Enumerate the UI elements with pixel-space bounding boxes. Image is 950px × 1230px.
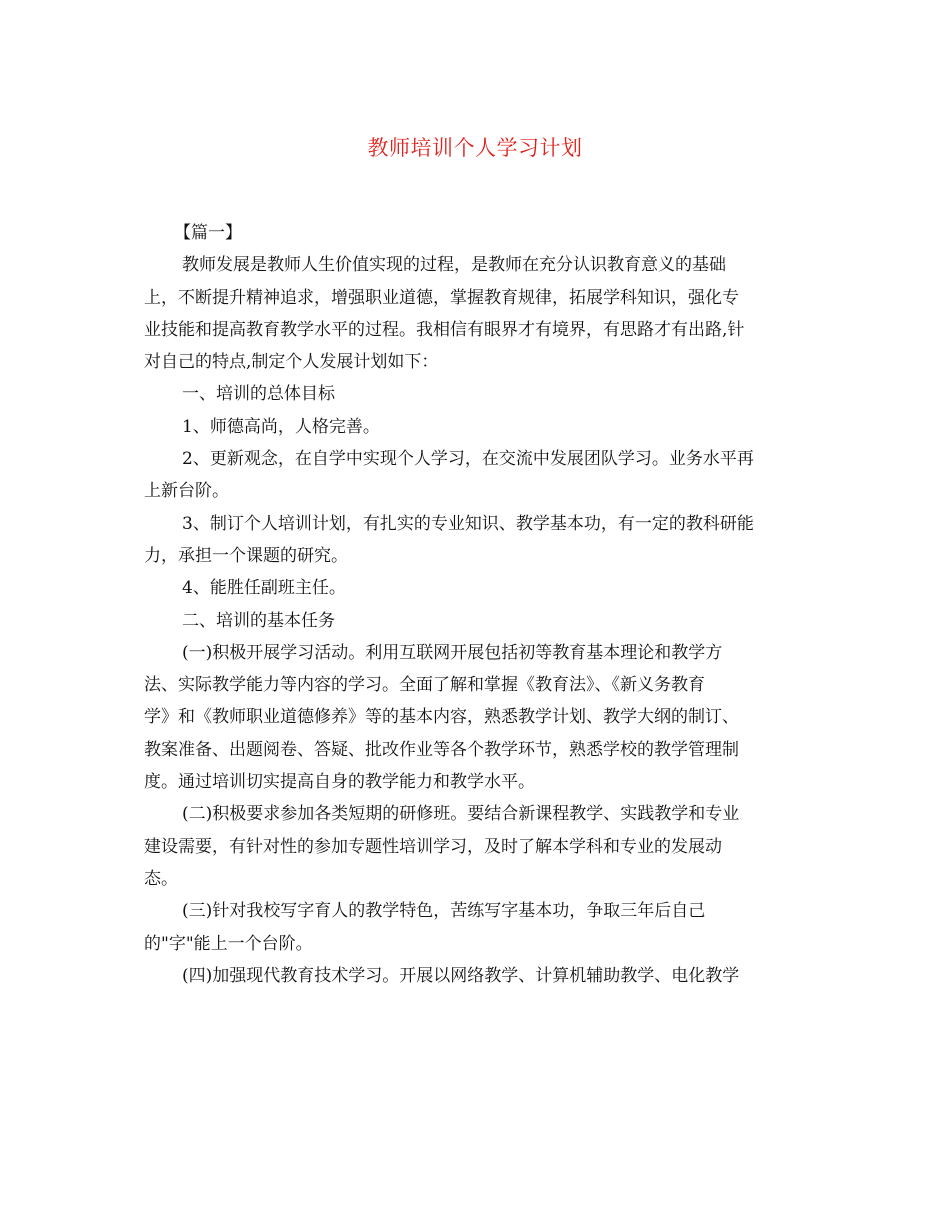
paragraph-line: (一)积极开展学习活动。利用互联网开展包括初等教育基本理论和教学方: [182, 642, 723, 663]
paragraph: [144, 605, 808, 637]
paragraph-line: (二)积极要求参加各类短期的研修班。要结合新课程教学、实践教学和专业: [182, 804, 740, 825]
paragraph-line: 的"字"能上一个台阶。: [144, 933, 313, 954]
paragraph-line: 教师发展是教师人生价值实现的过程，是教师在充分认识教育意义的基础: [182, 255, 726, 276]
paragraph-line: 教案准备、出题阅卷、答疑、批改作业等各个教学环节，熟悉学校的教学管理制: [144, 739, 739, 760]
paragraph-line: 上，不断提升精神追求，增强职业道德，掌握教育规律，拓展学科知识，强化专: [144, 287, 739, 308]
paragraph: [144, 249, 808, 378]
paragraph-line: 3、制订个人培训计划，有扎实的专业知识、教学基本功，有一定的教科研能: [182, 513, 754, 534]
paragraph-line: 建设需要，有针对性的参加专题性培训学习，及时了解本学科和专业的发展动: [144, 836, 722, 857]
paragraph-line: 2、更新观念，在自学中实现个人学习，在交流中发展团队学习。业务水平再: [182, 449, 754, 470]
section-label: 【篇一】: [174, 223, 242, 243]
paragraph-line: 度。通过培训切实提高自身的教学能力和教学水平。: [144, 772, 535, 793]
paragraph-line: 业技能和提高教育教学水平的过程。我相信有眼界才有境界，有思路才有出路,针: [144, 319, 745, 340]
paragraph: [144, 798, 808, 895]
document-body: [144, 217, 808, 992]
paragraph-line: 法、实际教学能力等内容的学习。全面了解和掌握《教育法》、《新义务教育: [144, 675, 705, 696]
paragraph-line: (三)针对我校写字育人的教学特色，苦练写字基本功，争取三年后自己: [182, 901, 706, 922]
paragraph-line: 对自己的特点,制定个人发展计划如下：: [144, 352, 439, 373]
paragraph-line: 态。: [144, 868, 178, 889]
paragraph-line: 4、能胜任副班主任。: [182, 578, 346, 599]
document-title: 教师培训个人学习计划: [367, 136, 583, 160]
paragraph: [144, 508, 808, 573]
paragraph-line: 一、培训的总体目标: [182, 384, 335, 405]
paragraph: [144, 443, 808, 508]
paragraph: [144, 960, 808, 992]
paragraph-list: [144, 249, 808, 992]
paragraph: [144, 895, 808, 960]
paragraph-line: 二、培训的基本任务: [182, 610, 335, 631]
paragraph: [144, 411, 808, 443]
paragraph: [144, 378, 808, 410]
paragraph-line: 学》和《教师职业道德修养》等的基本内容，熟悉教学计划、教学大纲的制订、: [144, 707, 739, 728]
paragraph-line: (四)加强现代教育技术学习。开展以网络教学、计算机辅助教学、电化教学: [182, 965, 740, 986]
paragraph-line: 力，承担一个课题的研究。: [144, 545, 348, 566]
paragraph: [144, 572, 808, 604]
paragraph-line: 上新台阶。: [144, 481, 229, 502]
paragraph-line: 1、师德高尚，人格完善。: [182, 416, 380, 437]
paragraph: [144, 637, 808, 798]
